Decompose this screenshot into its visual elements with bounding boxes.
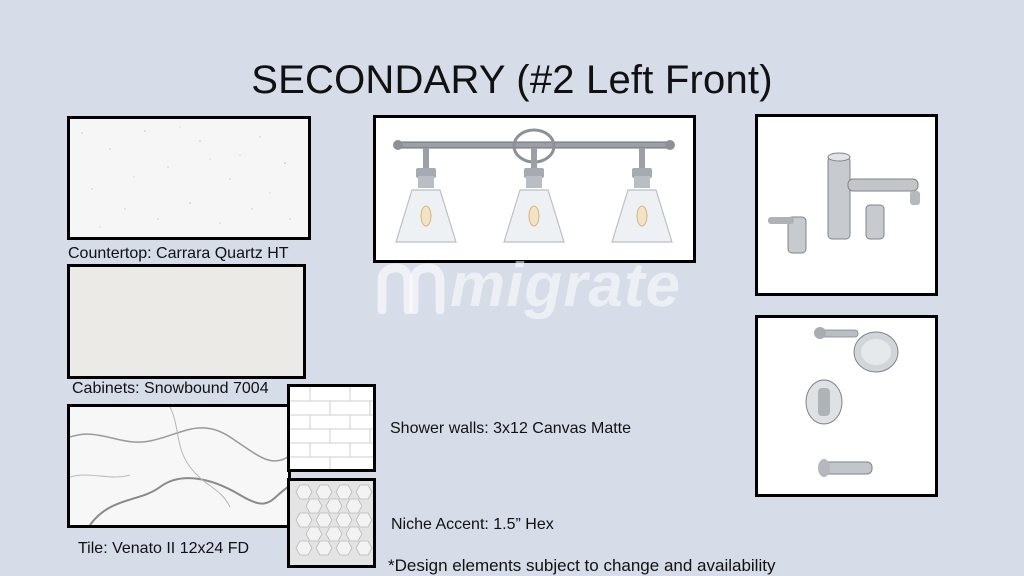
cabinets-label: Cabinets: Snowbound 7004 bbox=[72, 380, 269, 397]
shower-walls-label: Shower walls: 3x12 Canvas Matte bbox=[390, 420, 631, 437]
shower-trim-image bbox=[755, 315, 938, 497]
faucet-image bbox=[755, 114, 938, 296]
footnote: *Design elements subject to change and availability bbox=[388, 556, 776, 575]
vanity-light-image bbox=[373, 115, 696, 263]
vanity-light-icon bbox=[376, 118, 693, 260]
niche-accent-swatch bbox=[287, 478, 376, 568]
tile-label: Tile: Venato II 12x24 FD bbox=[78, 540, 250, 557]
marble-tile-image bbox=[70, 407, 288, 525]
countertop-label: Countertop: Carrara Quartz HT bbox=[68, 245, 289, 262]
cabinet-swatch bbox=[67, 264, 306, 379]
tile-swatch bbox=[67, 404, 291, 528]
watermark bbox=[376, 250, 681, 321]
countertop-swatch-image bbox=[70, 119, 308, 237]
subway-tile-image bbox=[290, 387, 373, 469]
shower-walls-swatch bbox=[287, 384, 376, 472]
countertop-swatch bbox=[67, 116, 311, 240]
page-title: SECONDARY (#2 Left Front) bbox=[251, 58, 773, 102]
shower-trim-icon bbox=[758, 318, 935, 494]
watermark-logo-icon bbox=[376, 262, 446, 314]
hex-tile-image bbox=[290, 481, 373, 565]
faucet-icon bbox=[758, 117, 935, 293]
niche-accent-label: Niche Accent: 1.5” Hex bbox=[391, 516, 554, 533]
watermark-text: migrate bbox=[450, 251, 681, 320]
